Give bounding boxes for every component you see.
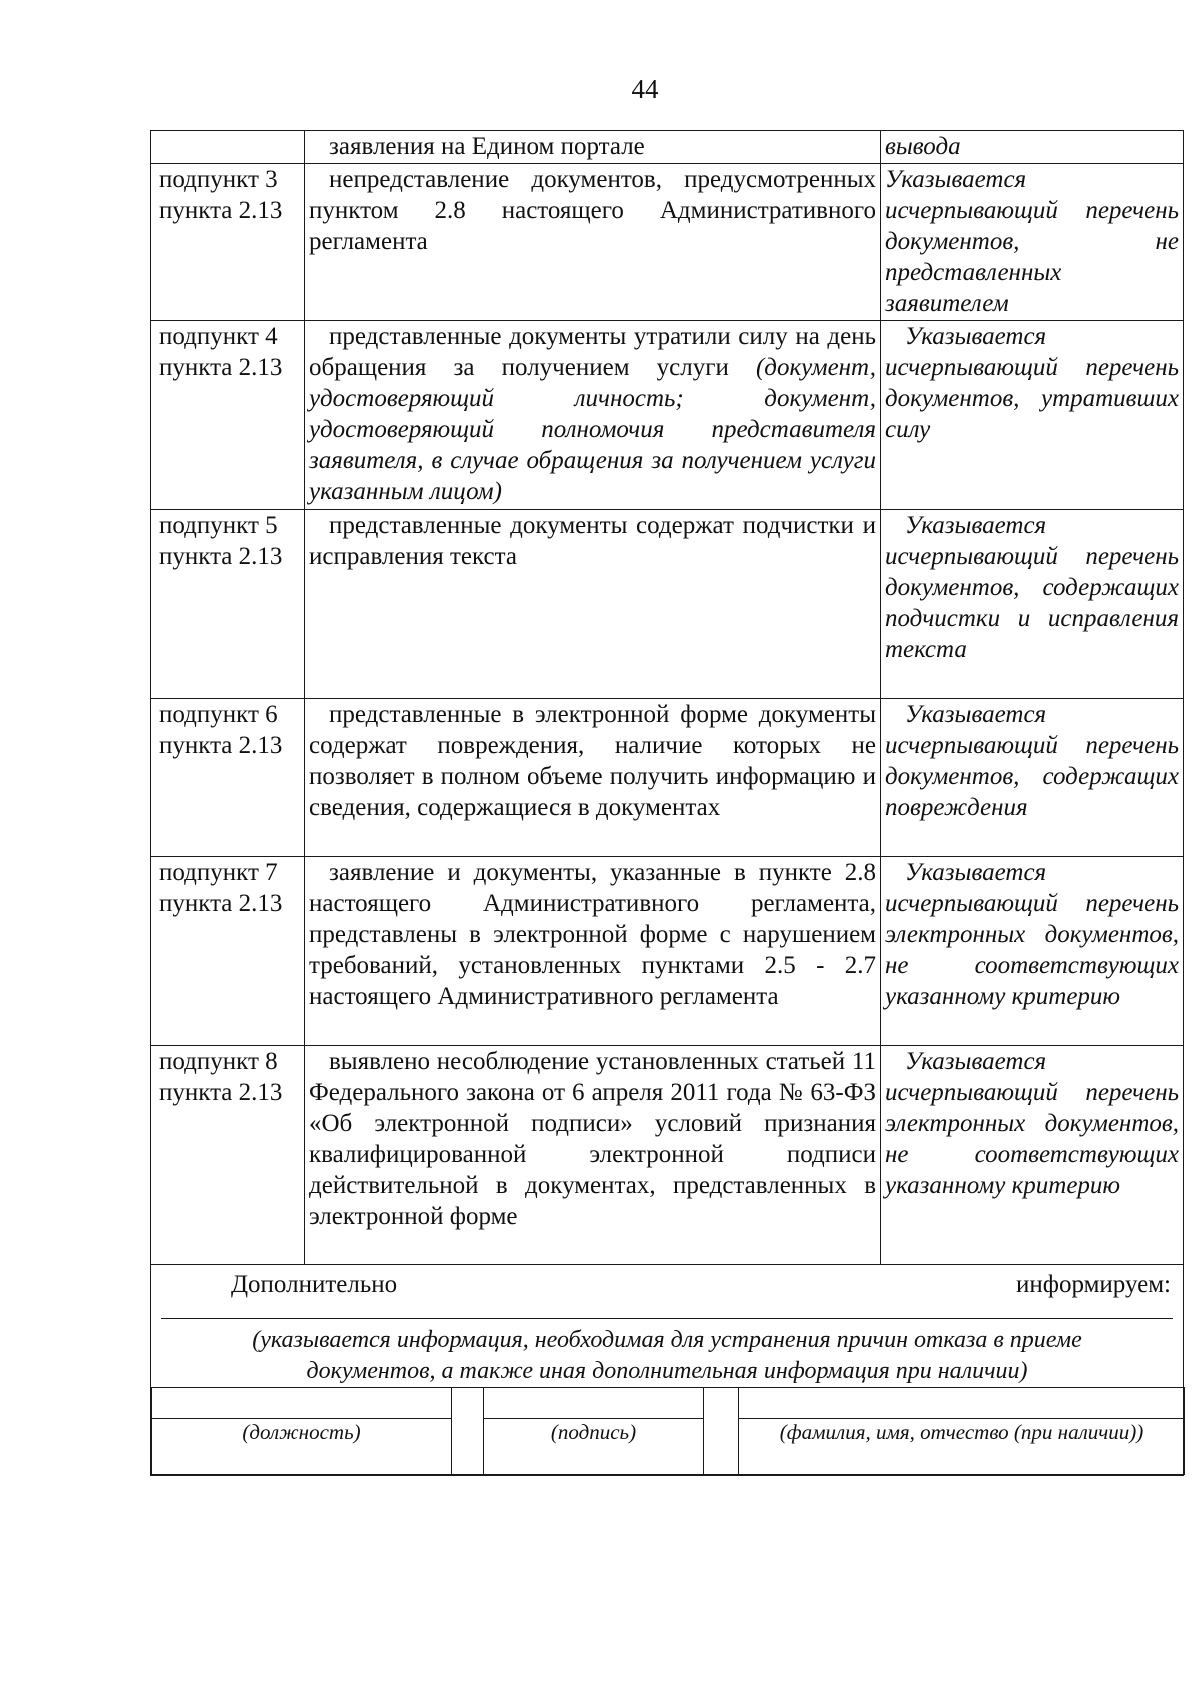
full-name-label: (фамилия, имя, отчество (при наличии)) <box>739 1419 1185 1475</box>
ground-text: заявления на Едином портале <box>329 133 645 160</box>
reason-text: Указывается исчерпывающий перечень документов, содержащих повреждения <box>885 701 1179 821</box>
additional-info-hint: (указывается информация, необходимая для устранения причин отказа в приеме документов, а также иная дополнительная информация при наличии) <box>252 1327 1082 1384</box>
subpoint-label: подпункт 8 <box>159 1048 278 1075</box>
reason-cell <box>881 1046 1184 1265</box>
spacer-cell <box>704 1388 739 1475</box>
additional-label: Дополнительно <box>231 1271 398 1298</box>
reason-text: Указывается исчерпывающий перечень электронных документов, не соответствующих указанному критерию <box>885 1048 1179 1199</box>
reason-text: вывода <box>885 133 961 160</box>
subpoint-label: подпункт 3 <box>159 166 278 193</box>
position-field <box>152 1388 452 1419</box>
subpoint-cell <box>151 857 305 1046</box>
subpoint-label: подпункт 7 <box>159 859 278 886</box>
subpoint-cell <box>151 164 305 321</box>
name-field <box>739 1388 1185 1419</box>
ground-text: выявлено несоблюдение установленных статьей 11 Федерального закона от 6 апреля 2011 года № 63-ФЗ «Об электронной подписи» условий признания квалифицированной электронной подписи действительной в документах, представленных в электронной форме <box>309 1048 876 1230</box>
subpoint-cell <box>151 321 305 510</box>
reason-cell <box>881 857 1184 1046</box>
ground-cell <box>305 699 881 857</box>
refusal-grounds-table <box>150 130 1184 1476</box>
subpoint-item: пункта 2.13 <box>159 354 283 381</box>
ground-text-italic: (документ, удостоверяющий личность; документ, удостоверяющий полномочия представителя заявителя, в случае обращения за получением услуги указанным лицом) <box>309 354 876 505</box>
subpoint-item: пункта 2.13 <box>159 1079 283 1106</box>
signature-block <box>151 1387 1185 1475</box>
reason-cell <box>881 164 1184 321</box>
ground-cell <box>305 164 881 321</box>
additional-info-line <box>151 1265 1183 1300</box>
table-row <box>151 321 1184 510</box>
ground-text-main: представленные документы утратили силу на день обращения за получением услуги <box>309 323 876 381</box>
page-number: 44 <box>631 74 659 104</box>
subpoint-item: пункта 2.13 <box>159 197 283 224</box>
reason-text: Указывается исчерпывающий перечень документов, утративших силу <box>885 323 1179 443</box>
ground-cell <box>305 510 881 699</box>
inform-label: информируем: <box>1016 1271 1171 1298</box>
table-row <box>151 857 1184 1046</box>
ground-text: заявление и документы, указанные в пункте 2.8 настоящего Административного регламента, представлены в электронной форме с нарушением требований, установленных пунктами 2.5 - 2.7 настоящего Административного регламента <box>309 859 876 1010</box>
signature-field <box>484 1388 704 1419</box>
table-row <box>151 699 1184 857</box>
ground-cell <box>305 857 881 1046</box>
ground-text: представленные документы содержат подчистки и исправления текста <box>309 512 876 570</box>
reason-cell <box>881 510 1184 699</box>
subpoint-item: пункта 2.13 <box>159 732 283 759</box>
ground-text: представленные в электронной форме документы содержат повреждения, наличие которых не позволяет в полном объеме получить информацию и сведения, содержащиеся в документах <box>309 701 876 821</box>
ground-cell <box>305 131 881 164</box>
footer-row <box>151 1265 1184 1476</box>
ground-cell <box>305 1046 881 1265</box>
subpoint-cell <box>151 1046 305 1265</box>
table-row <box>151 1046 1184 1265</box>
reason-text: Указывается исчерпывающий перечень документов, не представленных заявителем <box>885 166 1179 317</box>
ground-text <box>309 321 876 507</box>
table-row <box>151 510 1184 699</box>
subpoint-item: пункта 2.13 <box>159 543 283 570</box>
ground-text: непредставление документов, предусмотренных пунктом 2.8 настоящего Административного регламента <box>309 166 876 255</box>
reason-cell <box>881 131 1184 164</box>
reason-cell <box>881 321 1184 510</box>
table-row-continuation <box>151 131 1184 164</box>
spacer-cell <box>452 1388 484 1475</box>
reason-text: Указывается исчерпывающий перечень документов, содержащих подчистки и исправления текста <box>885 512 1179 663</box>
additional-info-field <box>161 1318 1173 1319</box>
table-row <box>151 164 1184 321</box>
ground-cell <box>305 321 881 510</box>
subpoint-cell <box>151 699 305 857</box>
subpoint-label: подпункт 4 <box>159 323 278 350</box>
subpoint-label: подпункт 5 <box>159 512 278 539</box>
footer-cell <box>151 1265 1184 1476</box>
position-label: (должность) <box>152 1419 452 1475</box>
subpoint-cell <box>151 510 305 699</box>
subpoint-label: подпункт 6 <box>159 701 278 728</box>
signature-label: (подпись) <box>484 1419 704 1475</box>
reason-cell <box>881 699 1184 857</box>
subpoint-cell <box>151 131 305 164</box>
reason-text: Указывается исчерпывающий перечень электронных документов, не соответствующих указанному критерию <box>885 859 1179 1010</box>
subpoint-item: пункта 2.13 <box>159 890 283 917</box>
